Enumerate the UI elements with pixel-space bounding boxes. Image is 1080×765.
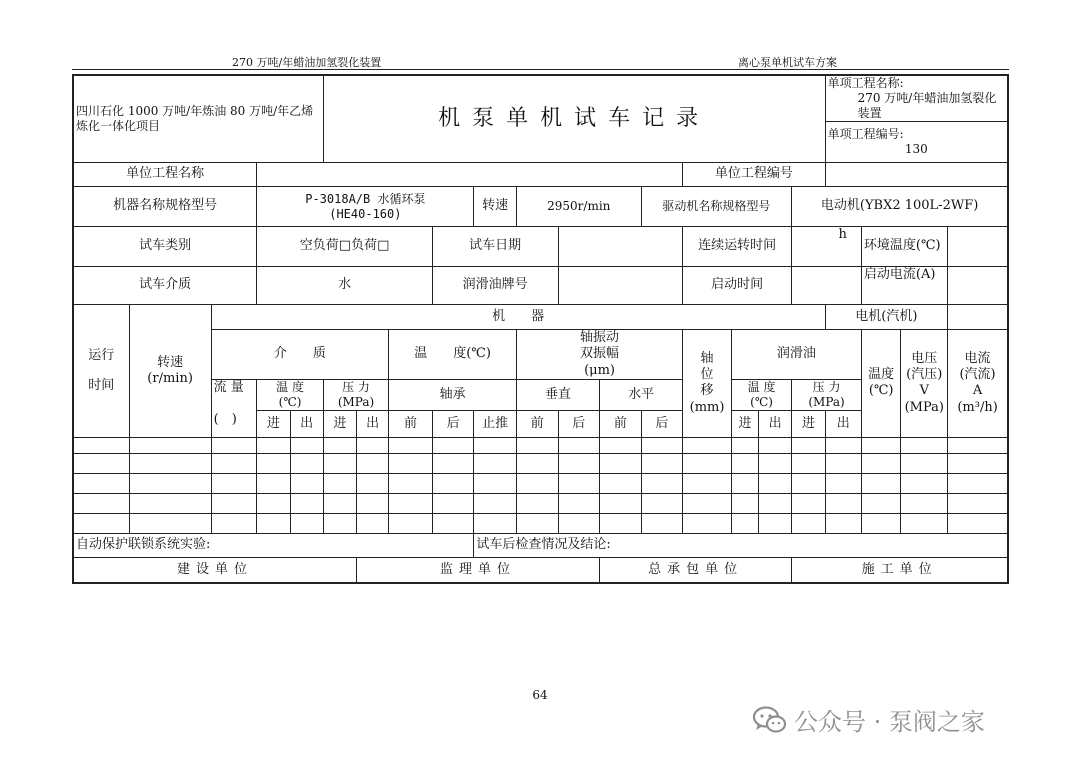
data-cell[interactable] <box>290 493 323 513</box>
data-cell[interactable] <box>474 493 517 513</box>
data-cell[interactable] <box>641 513 683 533</box>
speed-header-line1: 转速 <box>157 354 184 370</box>
vibration-line2: 双振幅 <box>580 346 620 362</box>
data-cell[interactable] <box>825 473 861 493</box>
data-cell[interactable] <box>474 437 517 453</box>
medium-temp-in: 进 <box>257 410 290 437</box>
lube-press-in: 进 <box>792 410 825 437</box>
test-record-table <box>72 74 1009 584</box>
flow-line1: 流 量 <box>213 379 244 395</box>
voltage-header <box>901 330 948 438</box>
voltage-line1: 电压 <box>911 350 938 366</box>
data-cell[interactable] <box>792 513 825 533</box>
data-cell[interactable] <box>323 513 356 533</box>
data-cell[interactable] <box>389 513 433 533</box>
data-cell[interactable] <box>432 493 474 513</box>
auto-protect-cell[interactable]: 自动保护联锁系统实验: <box>73 533 474 557</box>
test-type-label: 试车类别 <box>73 227 257 267</box>
data-cell[interactable] <box>731 453 758 473</box>
data-cell[interactable] <box>357 513 389 533</box>
axial-line2: 位 <box>700 367 714 383</box>
data-cell[interactable] <box>516 473 558 493</box>
data-cell[interactable] <box>683 493 732 513</box>
data-cell[interactable] <box>211 513 257 533</box>
table-row <box>73 513 1008 533</box>
signature-contractor[interactable]: 施工单位 <box>792 557 1008 583</box>
data-cell[interactable] <box>129 437 211 453</box>
vibration-line3: (μm) <box>584 362 615 378</box>
unit-project-name-value: 270 万吨/年蜡油加氢裂化装置 <box>857 91 997 120</box>
unit-project-name <box>825 75 1008 122</box>
data-cell[interactable] <box>516 513 558 533</box>
data-cell[interactable] <box>901 453 948 473</box>
data-cell[interactable] <box>357 493 389 513</box>
data-cell[interactable] <box>731 473 758 493</box>
data-cell[interactable] <box>357 437 389 453</box>
vibration-header <box>516 330 682 380</box>
data-cell[interactable] <box>558 493 600 513</box>
header-left: 270 万吨/年蜡油加氢裂化装置 <box>232 56 382 69</box>
table-row <box>73 453 1008 473</box>
voltage-line4: (MPa) <box>904 399 944 415</box>
unit-project-no-label: 单项工程编号: <box>827 127 904 141</box>
lube-temp-unit: (℃) <box>750 394 773 409</box>
flow-line2: ( ) <box>213 412 237 427</box>
unit-no-label: 单位工程编号 <box>683 163 825 187</box>
motor-temp-header <box>861 330 900 438</box>
speed-header <box>129 305 211 438</box>
medium-press-unit: (MPa) <box>337 394 375 409</box>
unit-name-label: 单位工程名称 <box>73 163 257 187</box>
data-cell[interactable] <box>323 473 356 493</box>
axial-line1: 轴 <box>700 350 714 366</box>
start-time-label: 启动时间 <box>683 267 792 305</box>
temperature-header: 温 度(℃) <box>389 330 517 380</box>
data-cell[interactable] <box>257 473 290 493</box>
lube-temp-label: 温 度 <box>747 379 776 394</box>
data-cell[interactable] <box>558 473 600 493</box>
post-check-cell[interactable]: 试车后检查情况及结论: <box>474 533 1008 557</box>
data-cell[interactable] <box>792 473 825 493</box>
data-cell[interactable] <box>211 453 257 473</box>
unit-project-no <box>825 122 1008 163</box>
data-cell[interactable] <box>389 437 433 453</box>
data-cell[interactable] <box>825 437 861 453</box>
table-row <box>73 437 1008 453</box>
start-current-value[interactable] <box>948 267 1008 305</box>
unit-project-name-label: 单项工程名称: <box>827 76 904 90</box>
flow-header <box>211 379 257 437</box>
machine-group-header: 机 器 <box>211 305 825 330</box>
data-cell[interactable] <box>257 453 290 473</box>
bearing-thrust: 止推 <box>474 410 517 437</box>
data-cell[interactable] <box>861 453 900 473</box>
ambient-value[interactable] <box>948 227 1008 267</box>
data-cell[interactable] <box>861 473 900 493</box>
data-cell[interactable] <box>792 493 825 513</box>
data-cell[interactable] <box>758 437 791 453</box>
data-cell[interactable] <box>211 493 257 513</box>
motor-group-header: 电机(汽机) <box>825 305 948 330</box>
data-cell[interactable] <box>516 493 558 513</box>
data-cell[interactable] <box>758 513 791 533</box>
voltage-line3: V <box>919 383 929 399</box>
data-cell[interactable] <box>600 473 642 493</box>
unit-no-value[interactable] <box>825 163 1008 187</box>
data-cell[interactable] <box>129 473 211 493</box>
data-cell[interactable] <box>901 473 948 493</box>
data-cell[interactable] <box>474 453 517 473</box>
wechat-icon <box>752 705 788 735</box>
data-cell[interactable] <box>600 513 642 533</box>
bearing-rear: 后 <box>432 410 474 437</box>
data-cell[interactable] <box>792 437 825 453</box>
lube-press-unit: (MPa) <box>808 394 845 409</box>
lube-temp-in: 进 <box>731 410 758 437</box>
data-cell[interactable] <box>290 453 323 473</box>
data-cell[interactable] <box>432 437 474 453</box>
data-cell[interactable] <box>257 493 290 513</box>
current-line3: A <box>972 383 983 399</box>
continuous-value[interactable]: h <box>792 227 862 267</box>
test-type-value[interactable]: 空负荷□负荷□ <box>257 227 433 267</box>
medium-header: 介 质 <box>211 330 389 380</box>
data-cell[interactable] <box>600 493 642 513</box>
data-cell[interactable] <box>948 513 1008 533</box>
start-time-value[interactable] <box>792 267 862 305</box>
project-name: 四川石化 1000 万吨/年炼油 80 万吨/年乙烯炼化一体化项目 <box>73 75 323 163</box>
data-cell[interactable] <box>257 513 290 533</box>
data-cell[interactable] <box>948 437 1008 453</box>
data-cell[interactable] <box>683 513 732 533</box>
data-cell[interactable] <box>323 437 356 453</box>
data-cell[interactable] <box>861 493 900 513</box>
data-cell[interactable] <box>211 437 257 453</box>
data-cell[interactable] <box>600 437 642 453</box>
data-cell[interactable] <box>731 437 758 453</box>
data-cell[interactable] <box>901 437 948 453</box>
data-cell[interactable] <box>516 453 558 473</box>
medium-value: 水 <box>257 267 433 305</box>
data-cell[interactable] <box>641 473 683 493</box>
medium-label: 试车介质 <box>73 267 257 305</box>
speed-label: 转速 <box>474 187 517 227</box>
data-rows <box>73 437 1008 533</box>
header-rule <box>72 69 1009 70</box>
bearing-header: 轴承 <box>389 379 517 410</box>
machine-value-line1: P-3018A/B 水循环泵 <box>305 191 426 206</box>
data-cell[interactable] <box>290 437 323 453</box>
lube-temp-out: 出 <box>758 410 791 437</box>
watermark <box>752 702 985 737</box>
run-time-header <box>73 305 129 438</box>
data-cell[interactable] <box>600 453 642 473</box>
test-date-label: 试车日期 <box>432 227 558 267</box>
run-time-line1: 运行 <box>88 347 115 363</box>
data-cell[interactable] <box>683 453 732 473</box>
data-cell[interactable] <box>758 473 791 493</box>
lube-press-label: 压 力 <box>812 379 841 394</box>
data-cell[interactable] <box>683 437 732 453</box>
watermark-text: 公众号 · 泵阀之家 <box>794 708 985 736</box>
data-cell[interactable] <box>558 437 600 453</box>
medium-press-out: 出 <box>357 410 389 437</box>
data-cell[interactable] <box>731 513 758 533</box>
unit-name-value[interactable] <box>257 163 683 187</box>
current-line1: 电流 <box>964 350 991 366</box>
data-cell[interactable] <box>861 513 900 533</box>
axial-line4: (mm) <box>689 399 725 415</box>
data-cell[interactable] <box>73 453 129 473</box>
form-title: 机泵单机试车记录 <box>323 75 825 163</box>
axial-line3: 移 <box>700 383 714 399</box>
data-cell[interactable] <box>129 453 211 473</box>
medium-press-label: 压 力 <box>342 379 370 394</box>
signature-epc[interactable]: 总承包单位 <box>600 557 792 583</box>
data-cell[interactable] <box>516 437 558 453</box>
data-cell[interactable] <box>290 473 323 493</box>
data-cell[interactable] <box>758 453 791 473</box>
header-right: 离心泵单机试车方案 <box>738 56 837 69</box>
data-cell[interactable] <box>73 437 129 453</box>
data-cell[interactable] <box>257 437 290 453</box>
data-cell[interactable] <box>432 453 474 473</box>
horizontal-header: 水平 <box>600 379 683 410</box>
driver-label: 驱动机名称规格型号 <box>641 187 792 227</box>
data-cell[interactable] <box>901 493 948 513</box>
horizontal-rear: 后 <box>641 410 683 437</box>
data-cell[interactable] <box>474 473 517 493</box>
data-cell[interactable] <box>731 493 758 513</box>
medium-temp-header <box>257 379 323 410</box>
data-cell[interactable] <box>290 513 323 533</box>
vertical-header: 垂直 <box>516 379 599 410</box>
medium-press-header <box>323 379 388 410</box>
lube-temp-header <box>731 379 791 410</box>
data-cell[interactable] <box>558 513 600 533</box>
motor-temp-line2: (℃) <box>868 383 894 399</box>
table-row <box>73 473 1008 493</box>
data-cell[interactable] <box>641 493 683 513</box>
data-cell[interactable] <box>389 453 433 473</box>
current-line4: (m³/h) <box>957 399 998 415</box>
vibration-line1: 轴振动 <box>580 330 620 345</box>
data-cell[interactable] <box>432 473 474 493</box>
unit-project-no-value: 130 <box>904 142 928 156</box>
data-cell[interactable] <box>357 453 389 473</box>
start-current-label: 启动电流(A) <box>861 267 947 305</box>
vertical-rear: 后 <box>558 410 600 437</box>
lube-press-header <box>792 379 862 410</box>
data-cell[interactable] <box>641 453 683 473</box>
vertical-front: 前 <box>516 410 558 437</box>
test-date-value[interactable] <box>558 227 683 267</box>
lube-header: 润滑油 <box>731 330 861 380</box>
data-cell[interactable] <box>474 513 517 533</box>
data-cell[interactable] <box>323 453 356 473</box>
speed-header-line2: (r/min) <box>147 370 193 386</box>
data-cell[interactable] <box>389 473 433 493</box>
data-cell[interactable] <box>825 453 861 473</box>
data-cell[interactable] <box>948 453 1008 473</box>
machine-label: 机器名称规格型号 <box>73 187 257 227</box>
lube-press-out: 出 <box>825 410 861 437</box>
run-time-line2: 时间 <box>88 377 115 393</box>
data-cell[interactable] <box>861 437 900 453</box>
data-cell[interactable] <box>389 493 433 513</box>
data-cell[interactable] <box>948 473 1008 493</box>
speed-value: 2950r/min <box>516 187 641 227</box>
horizontal-front: 前 <box>600 410 642 437</box>
current-line2: (汽流) <box>959 367 996 383</box>
lube-brand-value[interactable] <box>558 267 683 305</box>
driver-value: 电动机(YBX2 100L-2WF) <box>792 187 1008 227</box>
data-cell[interactable] <box>825 513 861 533</box>
medium-temp-label: 温 度 <box>276 379 304 394</box>
continuous-label: 连续运转时间 <box>683 227 792 267</box>
page-number: 64 <box>532 688 548 702</box>
current-header <box>948 330 1008 438</box>
medium-press-in: 进 <box>323 410 356 437</box>
data-cell[interactable] <box>357 473 389 493</box>
data-cell[interactable] <box>948 493 1008 513</box>
lube-brand-label: 润滑油牌号 <box>432 267 558 305</box>
data-cell[interactable] <box>901 513 948 533</box>
data-cell[interactable] <box>323 493 356 513</box>
data-cell[interactable] <box>825 493 861 513</box>
motor-temp-line1: 温度 <box>868 367 895 383</box>
data-cell[interactable] <box>73 473 129 493</box>
data-cell[interactable] <box>129 493 211 513</box>
bearing-front: 前 <box>389 410 433 437</box>
machine-value <box>257 187 474 227</box>
ambient-label: 环境温度(℃) <box>861 227 947 267</box>
data-cell[interactable] <box>683 473 732 493</box>
data-cell[interactable] <box>641 437 683 453</box>
machine-value-line2: (HE40-160) <box>329 206 402 221</box>
data-cell[interactable] <box>558 453 600 473</box>
data-cell[interactable] <box>73 493 129 513</box>
data-cell[interactable] <box>211 473 257 493</box>
medium-temp-unit: (℃) <box>278 394 302 409</box>
data-cell[interactable] <box>792 453 825 473</box>
signature-supervisor[interactable]: 监理单位 <box>357 557 600 583</box>
medium-temp-out: 出 <box>290 410 323 437</box>
data-cell[interactable] <box>129 513 211 533</box>
table-row <box>73 493 1008 513</box>
voltage-line2: (汽压) <box>906 367 943 383</box>
data-cell[interactable] <box>432 513 474 533</box>
data-cell[interactable] <box>73 513 129 533</box>
signature-owner[interactable]: 建设单位 <box>73 557 357 583</box>
data-cell[interactable] <box>758 493 791 513</box>
axial-header <box>683 330 732 438</box>
